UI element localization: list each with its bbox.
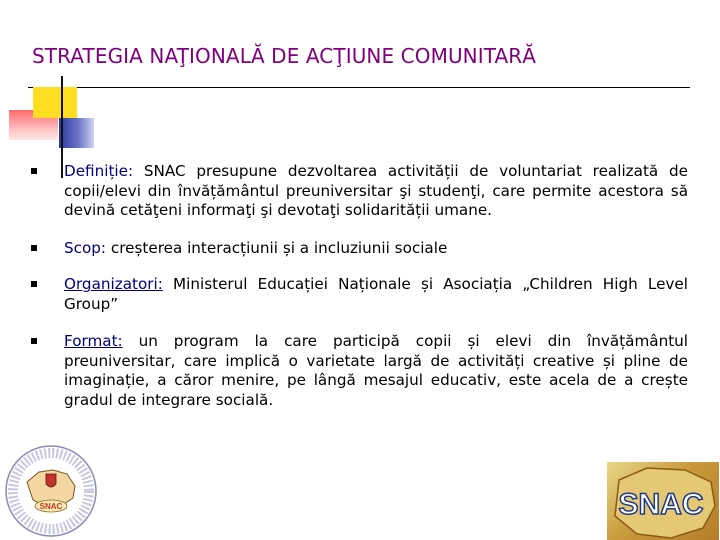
bullet-list <box>28 162 688 410</box>
slide-title: STRATEGIA NAŢIONALĂ DE ACŢIUNE COMUNITARĂ <box>32 44 537 68</box>
snac-map-graphic <box>607 462 719 540</box>
bullet-scope <box>28 239 688 259</box>
title-rule <box>28 87 690 88</box>
format-text: un program la care participă copii și elevi din învățământul preuniversitar, care implică o varietate largă de activități creative și pline de imaginație, a căror menire, pe lângă mesajul educativ, este acela de a crește gradul de integrare socială. <box>64 332 688 409</box>
bullet-marker <box>31 281 37 287</box>
decoration-yellow-square <box>33 87 77 118</box>
snac-seal-logo <box>3 444 99 538</box>
bullet-marker <box>31 338 37 344</box>
bullet-marker <box>31 245 37 251</box>
bullet-definition <box>28 162 688 221</box>
organizers-text: Ministerul Educației Naționale și Asociația „Children High Level Group” <box>64 275 688 313</box>
bullet-organizers <box>28 275 688 314</box>
snac-map-logo <box>607 462 719 540</box>
scope-text: creșterea interacțiunii și a incluziunii sociale <box>106 238 448 257</box>
organizers-label: Organizatori: <box>64 275 163 293</box>
coat-of-arms-icon <box>46 474 56 487</box>
decoration-blue-square <box>59 118 94 148</box>
bullet-marker <box>31 168 37 174</box>
seal-name-text: SNAC <box>39 502 63 511</box>
definition-text: SNAC presupune dezvoltarea activității de voluntariat realizată de copii/elevi din învățământul preuniversitar şi studenţi, care permite acestora să devină cetăţeni informaţi şi devotaţi solidarității umane. <box>64 162 688 219</box>
bullet-format <box>28 332 688 410</box>
format-label: Format: <box>64 332 123 350</box>
scope-label: Scop: <box>64 238 107 257</box>
snac-map-text: SNAC <box>618 488 704 521</box>
definition-label: Definiție: <box>64 162 134 180</box>
